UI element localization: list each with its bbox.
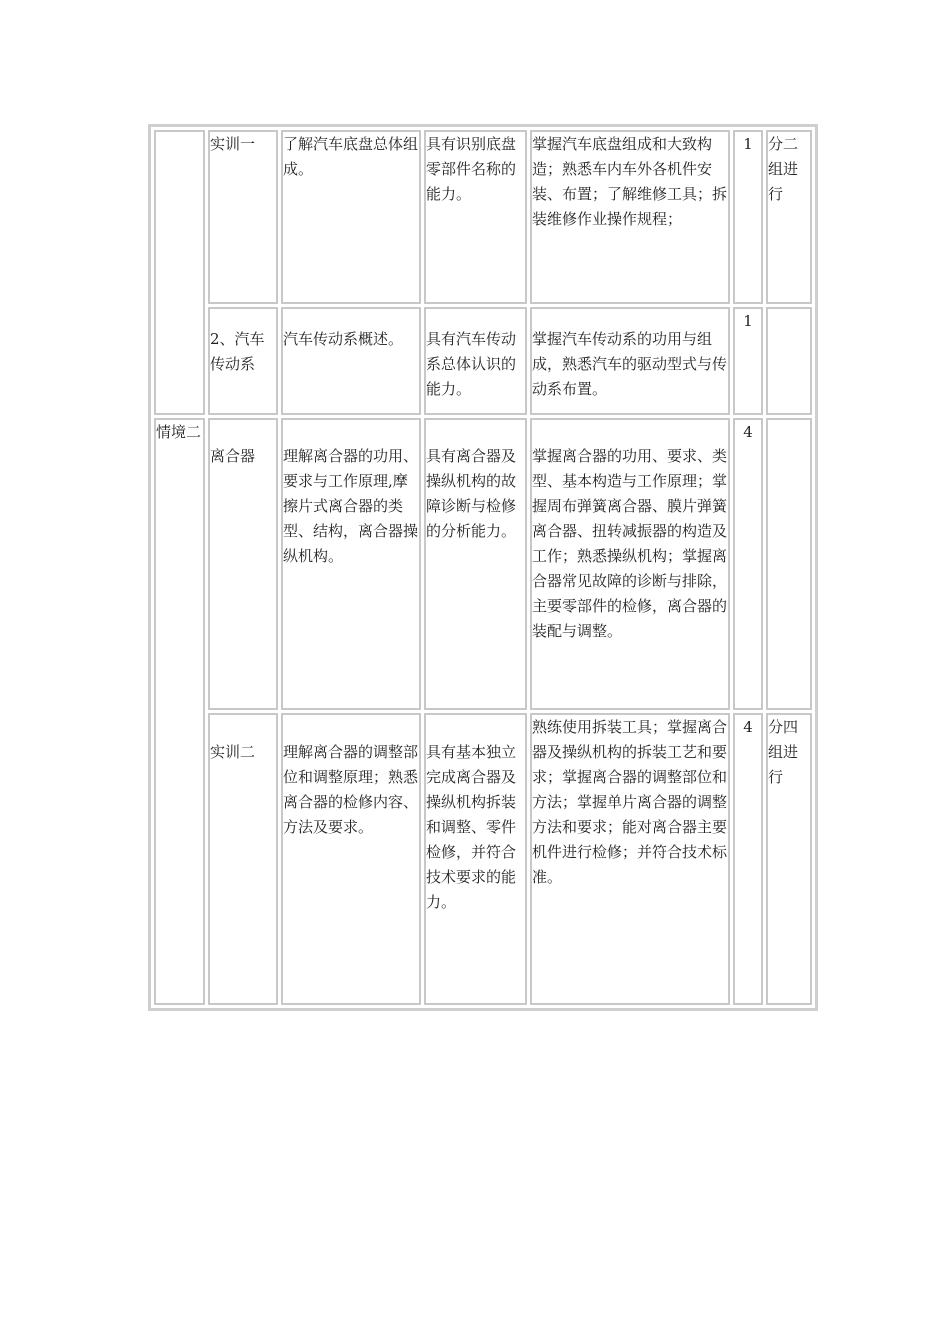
ability-cell: 具有离合器及操纵机构的故障诊断与检修的分析能力。 [424,418,527,710]
project-cell: 2、汽车传动系 [208,307,278,415]
content-cell: 汽车传动系概述。 [281,307,421,415]
ability-cell: 具有基本独立完成离合器及操纵机构拆装和调整、零件检修，并符合技术要求的能力。 [424,713,527,1005]
note-cell [766,418,812,710]
project-cell: 实训一 [208,130,278,304]
situation-cell [154,130,205,415]
hours-cell: 1 [733,130,763,304]
note-cell: 分二组进行 [766,130,812,304]
hours-cell: 1 [733,307,763,415]
requirement-cell: 掌握汽车底盘组成和大致构造；熟悉车内车外各机件安装、布置；了解维修工具；拆装维修作业操作规程； [530,130,730,304]
requirement-cell: 掌握汽车传动系的功用与组成，熟悉汽车的驱动型式与传动系布置。 [530,307,730,415]
table-row [154,130,812,304]
requirement-cell: 掌握离合器的功用、要求、类型、基本构造与工作原理；掌握周布弹簧离合器、膜片弹簧离合器、扭转减振器的构造及工作；熟悉操纵机构；掌握离合器常见故障的诊断与排除，主要零部件的检修，离合器的装配与调整。 [530,418,730,710]
ability-cell: 具有汽车传动系总体认识的能力。 [424,307,527,415]
hours-cell: 4 [733,713,763,1005]
ability-cell: 具有识别底盘零部件名称的能力。 [424,130,527,304]
content-cell: 理解离合器的调整部位和调整原理；熟悉离合器的检修内容、方法及要求。 [281,713,421,1005]
content-cell: 了解汽车底盘总体组成。 [281,130,421,304]
project-cell: 实训二 [208,713,278,1005]
table-row [154,713,812,1005]
note-cell: 分四组进行 [766,713,812,1005]
note-cell [766,307,812,415]
table-row [154,418,812,710]
situation-cell: 情境二 [154,418,205,1005]
course-table-container [148,124,818,1011]
content-cell: 理解离合器的功用、要求与工作原理,摩擦片式离合器的类型、结构，离合器操纵机构。 [281,418,421,710]
project-cell: 离合器 [208,418,278,710]
course-table [148,124,818,1011]
table-row [154,307,812,415]
hours-cell: 4 [733,418,763,710]
requirement-cell: 熟练使用拆装工具；掌握离合器及操纵机构的拆装工艺和要求；掌握离合器的调整部位和方法；掌握单片离合器的调整方法和要求；能对离合器主要机件进行检修；并符合技术标准。 [530,713,730,1005]
